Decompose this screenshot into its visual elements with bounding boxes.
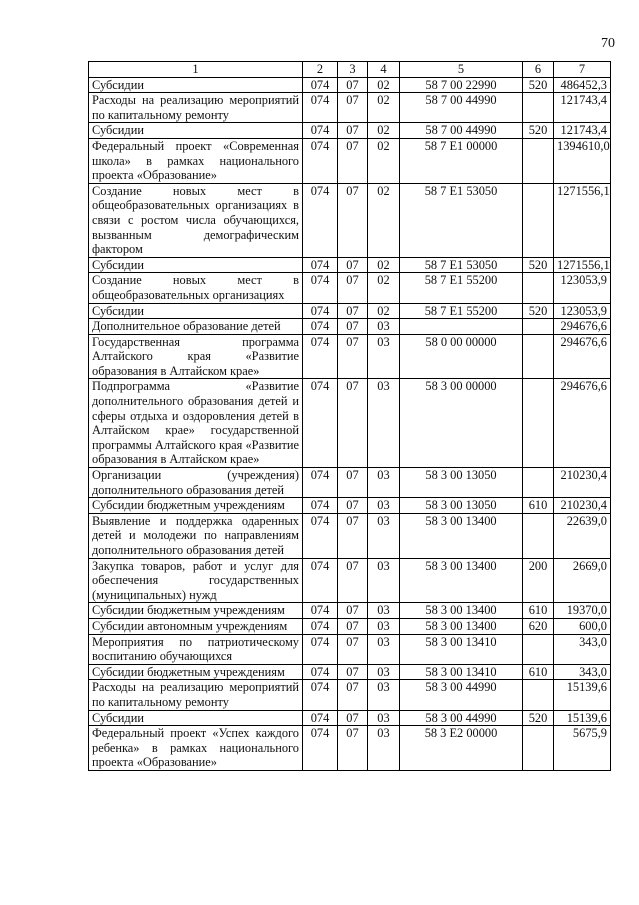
amount-cell: 19370,0 xyxy=(554,603,611,619)
amount-cell: 210230,4 xyxy=(554,468,611,498)
target-article-cell: 58 7 00 44990 xyxy=(400,123,523,139)
section-code-cell: 07 xyxy=(338,257,368,273)
section-code-cell: 07 xyxy=(338,558,368,603)
header-cell: 3 xyxy=(338,62,368,78)
table-row xyxy=(89,634,611,664)
target-article-cell: 58 3 00 13410 xyxy=(400,664,523,680)
expense-name-cell: Субсидии бюджетным учреждениям xyxy=(89,498,303,514)
subsection-code-cell: 03 xyxy=(368,664,400,680)
expense-type-cell xyxy=(523,468,554,498)
expense-type-cell xyxy=(523,93,554,123)
section-code-cell: 07 xyxy=(338,183,368,257)
target-article-cell: 58 7 E1 53050 xyxy=(400,183,523,257)
header-row xyxy=(89,62,611,78)
target-article-cell xyxy=(400,319,523,335)
amount-cell: 123053,9 xyxy=(554,303,611,319)
section-code-cell: 07 xyxy=(338,273,368,303)
target-article-cell: 58 3 00 44990 xyxy=(400,680,523,710)
amount-cell: 15139,6 xyxy=(554,710,611,726)
table-row xyxy=(89,603,611,619)
ministry-code-cell: 074 xyxy=(303,603,338,619)
ministry-code-cell: 074 xyxy=(303,618,338,634)
table-row xyxy=(89,334,611,379)
subsection-code-cell: 03 xyxy=(368,603,400,619)
amount-cell: 1394610,0 xyxy=(554,138,611,183)
ministry-code-cell: 074 xyxy=(303,93,338,123)
table-row xyxy=(89,303,611,319)
ministry-code-cell: 074 xyxy=(303,303,338,319)
expense-name-cell: Субсидии бюджетным учреждениям xyxy=(89,603,303,619)
target-article-cell: 58 7 E1 55200 xyxy=(400,273,523,303)
amount-cell: 121743,4 xyxy=(554,123,611,139)
expense-type-cell xyxy=(523,334,554,379)
section-code-cell: 07 xyxy=(338,138,368,183)
section-code-cell: 07 xyxy=(338,710,368,726)
section-code-cell: 07 xyxy=(338,726,368,771)
expense-name-cell: Создание новых мест в общеобразовательных организациях в связи с ростом числа обучающихся, вызванным демографическим фактором xyxy=(89,183,303,257)
section-code-cell: 07 xyxy=(338,334,368,379)
table-row xyxy=(89,680,611,710)
ministry-code-cell: 074 xyxy=(303,77,338,93)
subsection-code-cell: 03 xyxy=(368,468,400,498)
expense-type-cell xyxy=(523,273,554,303)
table-row xyxy=(89,379,611,468)
amount-cell: 294676,6 xyxy=(554,334,611,379)
target-article-cell: 58 3 00 13050 xyxy=(400,498,523,514)
section-code-cell: 07 xyxy=(338,513,368,558)
section-code-cell: 07 xyxy=(338,618,368,634)
amount-cell: 121743,4 xyxy=(554,93,611,123)
amount-cell: 294676,6 xyxy=(554,379,611,468)
table-row xyxy=(89,498,611,514)
table-row xyxy=(89,513,611,558)
target-article-cell: 58 0 00 00000 xyxy=(400,334,523,379)
table-row xyxy=(89,138,611,183)
ministry-code-cell: 074 xyxy=(303,123,338,139)
expense-type-cell: 610 xyxy=(523,498,554,514)
expense-type-cell xyxy=(523,319,554,335)
ministry-code-cell: 074 xyxy=(303,379,338,468)
ministry-code-cell: 074 xyxy=(303,257,338,273)
subsection-code-cell: 03 xyxy=(368,319,400,335)
section-code-cell: 07 xyxy=(338,634,368,664)
expense-name-cell: Организации (учреждения) дополнительного образования детей xyxy=(89,468,303,498)
subsection-code-cell: 03 xyxy=(368,334,400,379)
expense-type-cell: 620 xyxy=(523,618,554,634)
expense-name-cell: Субсидии xyxy=(89,77,303,93)
table-row xyxy=(89,558,611,603)
subsection-code-cell: 03 xyxy=(368,379,400,468)
ministry-code-cell: 074 xyxy=(303,680,338,710)
subsection-code-cell: 03 xyxy=(368,710,400,726)
section-code-cell: 07 xyxy=(338,498,368,514)
ministry-code-cell: 074 xyxy=(303,468,338,498)
expense-name-cell: Субсидии бюджетным учреждениям xyxy=(89,664,303,680)
expense-type-cell xyxy=(523,680,554,710)
expense-name-cell: Субсидии xyxy=(89,710,303,726)
expense-name-cell: Субсидии xyxy=(89,257,303,273)
table-row xyxy=(89,183,611,257)
target-article-cell: 58 7 00 22990 xyxy=(400,77,523,93)
amount-cell: 1271556,1 xyxy=(554,183,611,257)
subsection-code-cell: 03 xyxy=(368,618,400,634)
amount-cell: 343,0 xyxy=(554,664,611,680)
subsection-code-cell: 03 xyxy=(368,634,400,664)
target-article-cell: 58 7 00 44990 xyxy=(400,93,523,123)
expense-type-cell xyxy=(523,138,554,183)
amount-cell: 5675,9 xyxy=(554,726,611,771)
amount-cell: 600,0 xyxy=(554,618,611,634)
ministry-code-cell: 074 xyxy=(303,273,338,303)
table-row xyxy=(89,273,611,303)
target-article-cell: 58 7 E1 53050 xyxy=(400,257,523,273)
subsection-code-cell: 02 xyxy=(368,138,400,183)
section-code-cell: 07 xyxy=(338,93,368,123)
expense-name-cell: Мероприятия по патриотическому воспитанию обучающихся xyxy=(89,634,303,664)
ministry-code-cell: 074 xyxy=(303,664,338,680)
ministry-code-cell: 074 xyxy=(303,710,338,726)
target-article-cell: 58 3 E2 00000 xyxy=(400,726,523,771)
ministry-code-cell: 074 xyxy=(303,183,338,257)
subsection-code-cell: 02 xyxy=(368,93,400,123)
table-row xyxy=(89,257,611,273)
table-row xyxy=(89,618,611,634)
amount-cell: 1271556,1 xyxy=(554,257,611,273)
expense-type-cell: 200 xyxy=(523,558,554,603)
section-code-cell: 07 xyxy=(338,603,368,619)
ministry-code-cell: 074 xyxy=(303,558,338,603)
header-cell: 6 xyxy=(523,62,554,78)
table-row xyxy=(89,726,611,771)
target-article-cell: 58 3 00 13050 xyxy=(400,468,523,498)
subsection-code-cell: 03 xyxy=(368,498,400,514)
expense-name-cell: Субсидии xyxy=(89,303,303,319)
expense-name-cell: Расходы на реализацию мероприятий по капитальному ремонту xyxy=(89,680,303,710)
header-cell: 2 xyxy=(303,62,338,78)
target-article-cell: 58 3 00 13400 xyxy=(400,603,523,619)
subsection-code-cell: 02 xyxy=(368,183,400,257)
subsection-code-cell: 02 xyxy=(368,257,400,273)
section-code-cell: 07 xyxy=(338,77,368,93)
amount-cell: 210230,4 xyxy=(554,498,611,514)
expense-name-cell: Расходы на реализацию мероприятий по капитальному ремонту xyxy=(89,93,303,123)
section-code-cell: 07 xyxy=(338,123,368,139)
header-cell: 1 xyxy=(89,62,303,78)
ministry-code-cell: 074 xyxy=(303,726,338,771)
amount-cell: 294676,6 xyxy=(554,319,611,335)
amount-cell: 486452,3 xyxy=(554,77,611,93)
target-article-cell: 58 7 E1 55200 xyxy=(400,303,523,319)
expense-type-cell: 520 xyxy=(523,77,554,93)
expense-type-cell xyxy=(523,183,554,257)
expense-type-cell: 520 xyxy=(523,123,554,139)
section-code-cell: 07 xyxy=(338,319,368,335)
ministry-code-cell: 074 xyxy=(303,498,338,514)
ministry-code-cell: 074 xyxy=(303,334,338,379)
expense-type-cell xyxy=(523,513,554,558)
expense-name-cell: Субсидии xyxy=(89,123,303,139)
amount-cell: 22639,0 xyxy=(554,513,611,558)
section-code-cell: 07 xyxy=(338,303,368,319)
page-number: 70 xyxy=(601,36,615,51)
expense-name-cell: Субсидии автономным учреждениям xyxy=(89,618,303,634)
expense-name-cell: Федеральный проект «Современная школа» в рамках национального проекта «Образование» xyxy=(89,138,303,183)
section-code-cell: 07 xyxy=(338,468,368,498)
expense-type-cell: 610 xyxy=(523,603,554,619)
expense-name-cell: Подпрограмма «Развитие дополнительного образования детей и сферы отдыха и оздоровления детей в Алтайском крае» государственной программы Алтайского края «Развитие образования в Алтайском крае» xyxy=(89,379,303,468)
subsection-code-cell: 02 xyxy=(368,303,400,319)
amount-cell: 2669,0 xyxy=(554,558,611,603)
ministry-code-cell: 074 xyxy=(303,513,338,558)
table-row xyxy=(89,319,611,335)
amount-cell: 123053,9 xyxy=(554,273,611,303)
table-row xyxy=(89,93,611,123)
amount-cell: 15139,6 xyxy=(554,680,611,710)
table-row xyxy=(89,468,611,498)
target-article-cell: 58 3 00 44990 xyxy=(400,710,523,726)
ministry-code-cell: 074 xyxy=(303,634,338,664)
table-row xyxy=(89,123,611,139)
header-cell: 5 xyxy=(400,62,523,78)
target-article-cell: 58 3 00 13410 xyxy=(400,634,523,664)
subsection-code-cell: 03 xyxy=(368,726,400,771)
expense-name-cell: Создание новых мест в общеобразовательных организациях xyxy=(89,273,303,303)
header-cell: 4 xyxy=(368,62,400,78)
table-row xyxy=(89,710,611,726)
subsection-code-cell: 03 xyxy=(368,513,400,558)
expense-type-cell: 610 xyxy=(523,664,554,680)
table-row xyxy=(89,77,611,93)
subsection-code-cell: 03 xyxy=(368,680,400,710)
section-code-cell: 07 xyxy=(338,680,368,710)
expense-name-cell: Государственная программа Алтайского края «Развитие образования в Алтайском крае» xyxy=(89,334,303,379)
target-article-cell: 58 3 00 13400 xyxy=(400,558,523,603)
subsection-code-cell: 02 xyxy=(368,273,400,303)
target-article-cell: 58 3 00 13400 xyxy=(400,618,523,634)
expense-type-cell xyxy=(523,726,554,771)
ministry-code-cell: 074 xyxy=(303,138,338,183)
subsection-code-cell: 02 xyxy=(368,123,400,139)
amount-cell: 343,0 xyxy=(554,634,611,664)
expense-name-cell: Выявление и поддержка одаренных детей и молодежи по направлениям дополнительного образования детей xyxy=(89,513,303,558)
target-article-cell: 58 7 E1 00000 xyxy=(400,138,523,183)
expense-type-cell: 520 xyxy=(523,303,554,319)
section-code-cell: 07 xyxy=(338,379,368,468)
subsection-code-cell: 03 xyxy=(368,558,400,603)
target-article-cell: 58 3 00 13400 xyxy=(400,513,523,558)
ministry-code-cell: 074 xyxy=(303,319,338,335)
expense-name-cell: Закупка товаров, работ и услуг для обеспечения государственных (муниципальных) нужд xyxy=(89,558,303,603)
expense-name-cell: Дополнительное образование детей xyxy=(89,319,303,335)
expense-type-cell: 520 xyxy=(523,710,554,726)
expense-name-cell: Федеральный проект «Успех каждого ребенка» в рамках национального проекта «Образование» xyxy=(89,726,303,771)
target-article-cell: 58 3 00 00000 xyxy=(400,379,523,468)
expense-type-cell xyxy=(523,379,554,468)
expense-type-cell xyxy=(523,634,554,664)
header-cell: 7 xyxy=(554,62,611,78)
table-row xyxy=(89,664,611,680)
subsection-code-cell: 02 xyxy=(368,77,400,93)
budget-table xyxy=(88,61,611,771)
expense-type-cell: 520 xyxy=(523,257,554,273)
section-code-cell: 07 xyxy=(338,664,368,680)
